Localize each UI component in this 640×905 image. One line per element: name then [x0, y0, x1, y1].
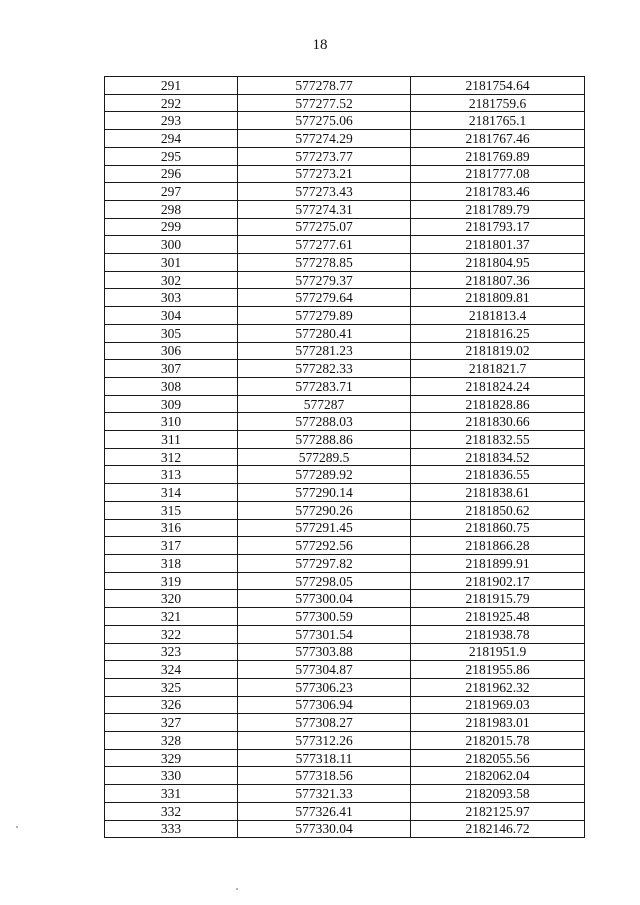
x-coordinate-cell: 577281.23	[238, 342, 411, 360]
y-coordinate-cell: 2181809.81	[411, 289, 585, 307]
table-row	[105, 112, 585, 130]
page-number: 18	[312, 37, 328, 53]
x-coordinate-cell: 577300.04	[238, 590, 411, 608]
y-coordinate-cell: 2181925.48	[411, 608, 585, 626]
point-number-cell: 301	[105, 254, 238, 272]
x-coordinate-cell: 577273.77	[238, 147, 411, 165]
point-number-cell: 328	[105, 732, 238, 750]
point-number-cell: 295	[105, 147, 238, 165]
x-coordinate-cell: 577290.14	[238, 484, 411, 502]
point-number-cell: 310	[105, 413, 238, 431]
point-number-cell: 298	[105, 200, 238, 218]
point-number-cell: 306	[105, 342, 238, 360]
point-number-cell: 331	[105, 785, 238, 803]
y-coordinate-cell: 2181754.64	[411, 77, 585, 95]
table-row	[105, 147, 585, 165]
table-row	[105, 200, 585, 218]
point-number-cell: 304	[105, 307, 238, 325]
y-coordinate-cell: 2181816.25	[411, 324, 585, 342]
y-coordinate-cell: 2181838.61	[411, 484, 585, 502]
x-coordinate-cell: 577300.59	[238, 608, 411, 626]
x-coordinate-cell: 577330.04	[238, 820, 411, 838]
x-coordinate-cell: 577278.85	[238, 254, 411, 272]
coordinate-table-body	[105, 77, 585, 838]
point-number-cell: 321	[105, 608, 238, 626]
x-coordinate-cell: 577306.94	[238, 696, 411, 714]
y-coordinate-cell: 2181767.46	[411, 130, 585, 148]
point-number-cell: 323	[105, 643, 238, 661]
x-coordinate-cell: 577326.41	[238, 802, 411, 820]
table-row	[105, 820, 585, 838]
y-coordinate-cell: 2182062.04	[411, 767, 585, 785]
x-coordinate-cell: 577274.31	[238, 200, 411, 218]
y-coordinate-cell: 2181804.95	[411, 254, 585, 272]
y-coordinate-cell: 2182093.58	[411, 785, 585, 803]
table-row	[105, 236, 585, 254]
table-row	[105, 714, 585, 732]
y-coordinate-cell: 2181769.89	[411, 147, 585, 165]
point-number-cell: 299	[105, 218, 238, 236]
x-coordinate-cell: 577289.5	[238, 448, 411, 466]
x-coordinate-cell: 577287	[238, 395, 411, 413]
x-coordinate-cell: 577279.89	[238, 307, 411, 325]
point-number-cell: 293	[105, 112, 238, 130]
table-row	[105, 484, 585, 502]
x-coordinate-cell: 577273.43	[238, 183, 411, 201]
table-row	[105, 696, 585, 714]
y-coordinate-cell: 2181793.17	[411, 218, 585, 236]
y-coordinate-cell: 2181765.1	[411, 112, 585, 130]
table-row	[105, 554, 585, 572]
point-number-cell: 325	[105, 678, 238, 696]
scan-speck	[16, 826, 18, 828]
x-coordinate-cell: 577280.41	[238, 324, 411, 342]
x-coordinate-cell: 577290.26	[238, 501, 411, 519]
table-row	[105, 360, 585, 378]
table-row	[105, 289, 585, 307]
x-coordinate-cell: 577298.05	[238, 572, 411, 590]
table-row	[105, 537, 585, 555]
table-row	[105, 130, 585, 148]
table-row	[105, 183, 585, 201]
y-coordinate-cell: 2182055.56	[411, 749, 585, 767]
y-coordinate-cell: 2181899.91	[411, 554, 585, 572]
point-number-cell: 302	[105, 271, 238, 289]
table-row	[105, 643, 585, 661]
table-row	[105, 466, 585, 484]
point-number-cell: 291	[105, 77, 238, 95]
x-coordinate-cell: 577312.26	[238, 732, 411, 750]
x-coordinate-cell: 577303.88	[238, 643, 411, 661]
y-coordinate-cell: 2181828.86	[411, 395, 585, 413]
point-number-cell: 312	[105, 448, 238, 466]
y-coordinate-cell: 2181819.02	[411, 342, 585, 360]
table-row	[105, 165, 585, 183]
point-number-cell: 332	[105, 802, 238, 820]
table-row	[105, 395, 585, 413]
y-coordinate-cell: 2181801.37	[411, 236, 585, 254]
point-number-cell: 305	[105, 324, 238, 342]
x-coordinate-cell: 577277.52	[238, 94, 411, 112]
y-coordinate-cell: 2181777.08	[411, 165, 585, 183]
y-coordinate-cell: 2181807.36	[411, 271, 585, 289]
x-coordinate-cell: 577282.33	[238, 360, 411, 378]
y-coordinate-cell: 2181969.03	[411, 696, 585, 714]
table-row	[105, 590, 585, 608]
point-number-cell: 322	[105, 625, 238, 643]
x-coordinate-cell: 577279.37	[238, 271, 411, 289]
x-coordinate-cell: 577273.21	[238, 165, 411, 183]
x-coordinate-cell: 577318.11	[238, 749, 411, 767]
point-number-cell: 327	[105, 714, 238, 732]
point-number-cell: 308	[105, 377, 238, 395]
point-number-cell: 326	[105, 696, 238, 714]
x-coordinate-cell: 577306.23	[238, 678, 411, 696]
y-coordinate-cell: 2181832.55	[411, 431, 585, 449]
x-coordinate-cell: 577278.77	[238, 77, 411, 95]
table-row	[105, 431, 585, 449]
y-coordinate-cell: 2181915.79	[411, 590, 585, 608]
x-coordinate-cell: 577275.07	[238, 218, 411, 236]
table-row	[105, 377, 585, 395]
y-coordinate-cell: 2181951.9	[411, 643, 585, 661]
y-coordinate-cell: 2181866.28	[411, 537, 585, 555]
y-coordinate-cell: 2181789.79	[411, 200, 585, 218]
table-row	[105, 661, 585, 679]
table-row	[105, 625, 585, 643]
point-number-cell: 300	[105, 236, 238, 254]
table-row	[105, 94, 585, 112]
y-coordinate-cell: 2181983.01	[411, 714, 585, 732]
y-coordinate-cell: 2182146.72	[411, 820, 585, 838]
y-coordinate-cell: 2181813.4	[411, 307, 585, 325]
x-coordinate-cell: 577277.61	[238, 236, 411, 254]
table-row	[105, 254, 585, 272]
y-coordinate-cell: 2182015.78	[411, 732, 585, 750]
table-row	[105, 77, 585, 95]
coordinate-table	[104, 76, 585, 838]
point-number-cell: 294	[105, 130, 238, 148]
table-row	[105, 749, 585, 767]
table-row	[105, 572, 585, 590]
x-coordinate-cell: 577274.29	[238, 130, 411, 148]
point-number-cell: 329	[105, 749, 238, 767]
point-number-cell: 330	[105, 767, 238, 785]
y-coordinate-cell: 2181902.17	[411, 572, 585, 590]
x-coordinate-cell: 577318.56	[238, 767, 411, 785]
scan-speck	[236, 888, 238, 890]
x-coordinate-cell: 577308.27	[238, 714, 411, 732]
point-number-cell: 324	[105, 661, 238, 679]
table-row	[105, 413, 585, 431]
point-number-cell: 292	[105, 94, 238, 112]
y-coordinate-cell: 2181824.24	[411, 377, 585, 395]
y-coordinate-cell: 2181938.78	[411, 625, 585, 643]
y-coordinate-cell: 2182125.97	[411, 802, 585, 820]
table-row	[105, 342, 585, 360]
x-coordinate-cell: 577291.45	[238, 519, 411, 537]
x-coordinate-cell: 577283.71	[238, 377, 411, 395]
y-coordinate-cell: 2181821.7	[411, 360, 585, 378]
table-row	[105, 678, 585, 696]
table-row	[105, 785, 585, 803]
x-coordinate-cell: 577288.03	[238, 413, 411, 431]
table-row	[105, 448, 585, 466]
table-row	[105, 271, 585, 289]
point-number-cell: 319	[105, 572, 238, 590]
point-number-cell: 311	[105, 431, 238, 449]
x-coordinate-cell: 577288.86	[238, 431, 411, 449]
point-number-cell: 297	[105, 183, 238, 201]
x-coordinate-cell: 577321.33	[238, 785, 411, 803]
point-number-cell: 320	[105, 590, 238, 608]
y-coordinate-cell: 2181962.32	[411, 678, 585, 696]
point-number-cell: 296	[105, 165, 238, 183]
table-row	[105, 608, 585, 626]
y-coordinate-cell: 2181860.75	[411, 519, 585, 537]
x-coordinate-cell: 577297.82	[238, 554, 411, 572]
point-number-cell: 314	[105, 484, 238, 502]
point-number-cell: 309	[105, 395, 238, 413]
x-coordinate-cell: 577301.54	[238, 625, 411, 643]
x-coordinate-cell: 577279.64	[238, 289, 411, 307]
x-coordinate-cell: 577304.87	[238, 661, 411, 679]
y-coordinate-cell: 2181830.66	[411, 413, 585, 431]
point-number-cell: 313	[105, 466, 238, 484]
table-row	[105, 218, 585, 236]
table-row	[105, 501, 585, 519]
point-number-cell: 307	[105, 360, 238, 378]
y-coordinate-cell: 2181783.46	[411, 183, 585, 201]
point-number-cell: 303	[105, 289, 238, 307]
table-row	[105, 732, 585, 750]
table-row	[105, 307, 585, 325]
point-number-cell: 318	[105, 554, 238, 572]
table-row	[105, 519, 585, 537]
table-row	[105, 324, 585, 342]
table-row	[105, 802, 585, 820]
y-coordinate-cell: 2181836.55	[411, 466, 585, 484]
point-number-cell: 317	[105, 537, 238, 555]
table-row	[105, 767, 585, 785]
x-coordinate-cell: 577275.06	[238, 112, 411, 130]
x-coordinate-cell: 577292.56	[238, 537, 411, 555]
y-coordinate-cell: 2181955.86	[411, 661, 585, 679]
point-number-cell: 316	[105, 519, 238, 537]
point-number-cell: 333	[105, 820, 238, 838]
y-coordinate-cell: 2181850.62	[411, 501, 585, 519]
y-coordinate-cell: 2181759.6	[411, 94, 585, 112]
y-coordinate-cell: 2181834.52	[411, 448, 585, 466]
x-coordinate-cell: 577289.92	[238, 466, 411, 484]
point-number-cell: 315	[105, 501, 238, 519]
